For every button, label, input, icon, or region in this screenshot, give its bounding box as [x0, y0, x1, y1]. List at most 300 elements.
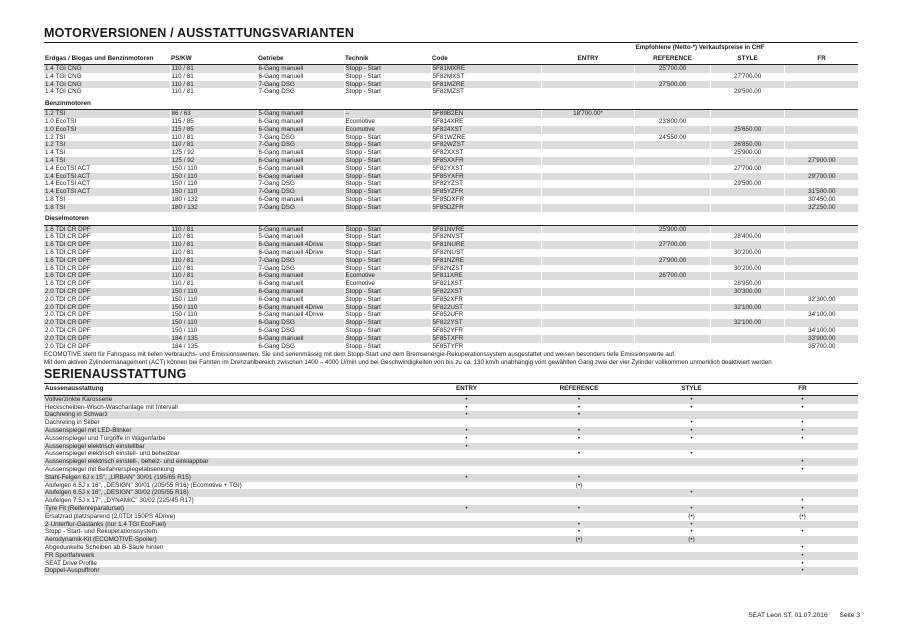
cell-tech: Stopp - Start [344, 241, 431, 249]
feature-mark-reference [521, 497, 636, 505]
cell-code: 5F811XRE [431, 272, 541, 280]
col-serie-style: STYLE [636, 384, 746, 396]
feature-mark-entry [411, 567, 521, 575]
feature-mark-reference: • [577, 403, 581, 411]
cell-tech: Ecomotive [344, 272, 431, 280]
feature-mark-reference: • [577, 450, 581, 458]
feature-mark-fr [746, 450, 858, 458]
col-item: Aussenausstattung [44, 384, 411, 396]
cell-code: 5F82NVST [431, 233, 541, 241]
cell-reference [634, 88, 710, 96]
cell-entry [541, 241, 634, 249]
cell-engine: 2.0 TDI CR DPF [45, 311, 91, 319]
cell-tech: Stopp - Start [344, 157, 431, 165]
cell-reference [634, 126, 710, 134]
cell-style [710, 204, 784, 212]
cell-reference [634, 141, 710, 149]
feature-label: FR Sportfahrwerk [44, 552, 411, 560]
cell-pskw: 110 / 81 [170, 73, 257, 81]
cell-tech: Stopp - Start [344, 304, 431, 312]
cell-engine: 1.2 TSI [44, 141, 170, 149]
table-row [44, 257, 858, 265]
cell-tech: Stopp - Start [344, 343, 431, 351]
feature-label: Aussenspiegel mit Beifahrerspiegelabsenkung [45, 466, 175, 474]
cell-gear: 6-Gang DSG [257, 319, 344, 327]
list-item [44, 536, 858, 544]
feature-mark-reference [521, 513, 636, 521]
feature-label: Aussenspiegel elektrisch einstellbar [44, 443, 411, 451]
cell-tech: Stopp - Start [344, 249, 431, 257]
cell-fr [784, 180, 858, 188]
table-row [44, 165, 858, 173]
feature-mark-reference: (•) [575, 481, 583, 489]
cell-tech: Stopp - Start [344, 296, 431, 304]
cell-reference: 24'550.00 [634, 134, 710, 142]
cell-fr [784, 110, 858, 118]
cell-fr [784, 272, 858, 280]
cell-fr [784, 288, 858, 296]
cell-code: 5F85DXFR [431, 196, 541, 204]
feature-mark-style [636, 466, 746, 474]
feature-label: Abgedunkelte Scheiben ab B-Säule hinten [45, 544, 164, 552]
feature-mark-style: • [636, 489, 746, 497]
table-row [44, 241, 858, 249]
feature-label: Ersatzrad platzsparend (2.0TDI 150PS 4Drive) [45, 512, 176, 520]
feature-mark-fr: • [801, 528, 804, 536]
motor-table [44, 43, 858, 350]
cell-pskw: 150 / 110 [170, 311, 257, 319]
cell-fr [784, 73, 858, 81]
cell-tech: Stopp - Start [344, 180, 431, 188]
table-row [44, 81, 858, 89]
cell-pskw: 150 / 110 [170, 180, 257, 188]
cell-style [710, 173, 784, 181]
cell-gear: 7-Gang DSG [257, 134, 344, 142]
cell-entry [541, 233, 634, 241]
cell-entry [541, 225, 634, 233]
feature-mark-reference: • [521, 427, 636, 435]
cell-entry [541, 319, 634, 327]
cell-entry [541, 265, 634, 273]
list-item [44, 474, 858, 482]
cell-tech: Ecomotive [344, 126, 431, 134]
cell-entry [541, 134, 634, 142]
cell-entry [541, 188, 634, 196]
feature-mark-style [636, 497, 746, 505]
cell-gear: 6-Gang manuell [257, 272, 344, 280]
cell-code: 5F85YZFR [431, 188, 541, 196]
feature-label: Aussenspiegel elektrisch einstell- und beheizbar [45, 450, 180, 458]
cell-engine: 1.6 TDI CR DPF [44, 241, 170, 249]
cell-gear: 6-Gang manuell 4Drive [257, 311, 344, 319]
cell-gear: 6-Gang DSG [257, 327, 344, 335]
table-row [44, 134, 858, 142]
feature-mark-style [636, 567, 746, 575]
cell-engine: 1.2 TSI [44, 110, 170, 118]
motor-column-headers [44, 53, 858, 65]
cell-gear: 7-Gang DSG [257, 188, 344, 196]
feature-label: 2-Unterflur-Gastanks (nur 1.4 TGI EcoFuel) [44, 521, 411, 529]
cell-tech: Stopp - Start [344, 233, 431, 241]
cell-tech: Stopp - Start [344, 81, 431, 89]
cell-fr: 27'900.00 [784, 157, 858, 165]
feature-mark-entry: • [411, 427, 521, 435]
cell-code: 5F82YXST [431, 165, 541, 173]
cell-gear: 5-Gang manuell [257, 233, 344, 241]
table-row [44, 311, 858, 319]
cell-fr: 34'100.00 [784, 327, 858, 335]
feature-mark-reference: • [521, 521, 636, 529]
cell-reference [634, 327, 710, 335]
feature-mark-fr [746, 489, 858, 497]
cell-reference [634, 288, 710, 296]
cell-engine: 1.4 EcoTSI ACT [44, 188, 170, 196]
cell-entry [541, 204, 634, 212]
cell-fr: 34'100.00 [784, 311, 858, 319]
cell-engine: 1.6 TDI CR DPF [45, 233, 91, 241]
table-row [44, 126, 858, 134]
feature-mark-entry [411, 466, 521, 474]
cell-gear: 6-Gang manuell [257, 196, 344, 204]
feature-mark-fr: • [746, 427, 858, 435]
cell-code: 5F822YST [431, 319, 541, 327]
feature-mark-style: • [690, 403, 693, 411]
cell-gear: 5-Gang manuell [257, 225, 344, 233]
cell-tech: Stopp - Start [344, 88, 431, 96]
cell-pskw: 110 / 81 [170, 249, 257, 257]
cell-reference [634, 188, 710, 196]
cell-style [710, 225, 784, 233]
cell-entry [541, 118, 634, 126]
serie-table [44, 384, 858, 575]
cell-reference [634, 73, 710, 81]
feature-mark-style [636, 482, 746, 490]
list-item [44, 419, 858, 427]
feature-mark-style [636, 560, 746, 568]
table-row [44, 73, 858, 81]
cell-gear: 5-Gang manuell [257, 110, 344, 118]
cell-gear: 6-Gang manuell [257, 296, 344, 304]
cell-fr: 30'450.00 [784, 196, 858, 204]
cell-reference [634, 110, 710, 118]
table-row [44, 180, 858, 188]
list-item [44, 521, 858, 529]
cell-pskw: 115 / 85 [170, 118, 257, 126]
cell-style: 28'950.00 [710, 280, 784, 288]
cell-engine: 1.2 TSI [45, 133, 66, 141]
cell-engine: 1.6 TDI CR DPF [44, 257, 170, 265]
cell-entry [541, 311, 634, 319]
group-header [44, 212, 858, 226]
cell-pskw: 150 / 110 [170, 296, 257, 304]
cell-fr: 33'900.00 [784, 335, 858, 343]
cell-fr [784, 257, 858, 265]
table-row [44, 196, 858, 204]
list-item [44, 395, 858, 403]
cell-reference [634, 149, 710, 157]
cell-gear: 7-Gang DSG [257, 180, 344, 188]
cell-fr [784, 280, 858, 288]
feature-mark-entry: • [411, 474, 521, 482]
feature-mark-entry [411, 450, 521, 458]
feature-mark-style [636, 552, 746, 560]
feature-mark-fr [746, 474, 858, 482]
cell-pskw: 110 / 81 [170, 134, 257, 142]
cell-entry [541, 165, 634, 173]
cell-style: 29'500.00 [710, 180, 784, 188]
feature-mark-reference [521, 466, 636, 474]
cell-style [710, 343, 784, 351]
cell-engine: 1.6 TDI CR DPF [44, 225, 170, 233]
feature-mark-entry [411, 497, 521, 505]
cell-code: 5F85TYFR [431, 343, 541, 351]
cell-gear: 6-Gang manuell [257, 173, 344, 181]
table-row [44, 335, 858, 343]
cell-tech: Stopp - Start [344, 225, 431, 233]
feature-label: SEAT Drive Profile [45, 559, 97, 567]
feature-mark-entry [411, 544, 521, 552]
feature-mark-style [636, 474, 746, 482]
list-item [44, 458, 858, 466]
cell-entry [541, 81, 634, 89]
motor-section-title: MOTORVERSIONEN / AUSSTATTUNGSVARIANTEN [44, 26, 858, 43]
cell-reference [634, 304, 710, 312]
cell-gear: 6-Gang manuell [257, 73, 344, 81]
cell-entry [541, 149, 634, 157]
cell-fr [784, 165, 858, 173]
feature-label: Dachreling in Silber [45, 419, 100, 427]
feature-mark-fr: • [801, 434, 804, 442]
cell-fr [784, 304, 858, 312]
cell-reference [634, 233, 710, 241]
cell-pskw: 125 / 92 [170, 149, 257, 157]
feature-mark-style: • [690, 419, 693, 427]
cell-code: 5F82XXST [431, 149, 541, 157]
cell-fr [784, 141, 858, 149]
cell-reference [634, 165, 710, 173]
feature-mark-fr: • [746, 505, 858, 513]
cell-code: 5F814XRE [431, 118, 541, 126]
cell-fr [784, 241, 858, 249]
cell-entry: 18'700.00* [541, 110, 634, 118]
cell-code: 5F82NZST [431, 265, 541, 273]
feature-label: Alufelgen 7.5J x 17", „DYNAMIC" 30/02 (225/45 R17) [45, 497, 194, 505]
list-item [44, 404, 858, 412]
cell-reference: 25'900.00 [634, 225, 710, 233]
feature-mark-reference: • [521, 395, 636, 403]
cell-style: 28'400.00 [710, 233, 784, 241]
price-header-row [44, 43, 858, 53]
feature-mark-fr: • [801, 466, 804, 474]
cell-entry [541, 343, 634, 351]
page-footer [748, 612, 860, 619]
cell-tech: Stopp - Start [344, 327, 431, 335]
cell-style: 29'500.00 [710, 88, 784, 96]
table-row [44, 173, 858, 181]
feature-mark-entry [411, 552, 521, 560]
feature-mark-fr [746, 411, 858, 419]
cell-pskw: 110 / 81 [170, 233, 257, 241]
cell-style: 30'200.00 [710, 249, 784, 257]
group-label: Benzinmotoren [44, 96, 858, 110]
cell-pskw: 180 / 132 [170, 196, 257, 204]
feature-mark-style: • [636, 427, 746, 435]
cell-fr: 29'700.00 [784, 173, 858, 181]
feature-mark-fr [746, 482, 858, 490]
list-item [44, 489, 858, 497]
cell-fr: 31'500.00 [784, 188, 858, 196]
feature-mark-entry [411, 489, 521, 497]
cell-code: 5F89B2EN [431, 110, 541, 118]
feature-mark-entry: • [411, 505, 521, 513]
cell-fr [784, 233, 858, 241]
cell-code: 5F85DZFR [431, 204, 541, 212]
cell-pskw: 150 / 110 [170, 304, 257, 312]
list-item [44, 513, 858, 521]
cell-reference [634, 280, 710, 288]
cell-engine: 2.0 TDI CR DPF [44, 288, 170, 296]
feature-label: Aussenspiegel elektrisch einstell-, beheiz- und einklappbar [44, 458, 411, 466]
list-item [44, 560, 858, 568]
cell-pskw: 110 / 81 [170, 81, 257, 89]
feature-mark-entry [411, 419, 521, 427]
cell-pskw: 150 / 110 [170, 288, 257, 296]
cell-fr [784, 88, 858, 96]
cell-entry [541, 65, 634, 73]
cell-reference: 25'700.00 [634, 65, 710, 73]
cell-gear: 6-Gang manuell [257, 288, 344, 296]
cell-gear: 7-Gang DSG [257, 204, 344, 212]
feature-mark-entry [411, 513, 521, 521]
cell-style [710, 196, 784, 204]
cell-gear: 6-Gang manuell [257, 157, 344, 165]
serie-section-title: SERIENAUSSTATTUNG [44, 367, 858, 384]
feature-mark-style: • [636, 521, 746, 529]
cell-entry [541, 327, 634, 335]
table-row [44, 272, 858, 280]
col-code: Code [431, 53, 541, 65]
cell-code: 5F85TXFR [431, 335, 541, 343]
feature-mark-fr: • [801, 419, 804, 427]
feature-mark-style: (•) [636, 536, 746, 544]
col-reference: REFERENCE [634, 53, 710, 65]
col-entry: ENTRY [541, 53, 634, 65]
feature-mark-reference [521, 560, 636, 568]
cell-gear: 6-Gang manuell [257, 165, 344, 173]
cell-code: 5F852YFR [431, 327, 541, 335]
feature-label: Alufelgen 6.5J x 16", „DESIGN" 30/02 (205/55 R16) [44, 489, 411, 497]
feature-mark-fr: • [746, 567, 858, 575]
cell-engine: 1.8 TSI [44, 204, 170, 212]
cell-entry [541, 335, 634, 343]
cell-reference [634, 173, 710, 181]
list-item [44, 427, 858, 435]
cell-fr [784, 225, 858, 233]
cell-code: 5F81WZRE [431, 134, 541, 142]
list-item [44, 450, 858, 458]
feature-mark-fr: • [801, 403, 804, 411]
cell-fr [784, 65, 858, 73]
cell-pskw: 115 / 85 [170, 126, 257, 134]
motor-notes [44, 351, 858, 367]
feature-mark-fr: • [801, 544, 804, 552]
cell-engine: 1.0 EcoTSI [44, 126, 170, 134]
cell-engine: 1.4 TGI CNG [45, 72, 82, 80]
table-row [44, 188, 858, 196]
cell-pskw: 125 / 92 [170, 157, 257, 165]
cell-entry [541, 73, 634, 81]
cell-tech: – [344, 110, 431, 118]
feature-mark-reference: • [577, 434, 581, 442]
cell-code: 5F824XST [431, 126, 541, 134]
cell-entry [541, 249, 634, 257]
cell-style: 30'300.00 [710, 288, 784, 296]
feature-mark-reference [521, 489, 636, 497]
feature-mark-reference [521, 567, 636, 575]
cell-tech: Stopp - Start [344, 196, 431, 204]
feature-mark-entry [411, 458, 521, 466]
cell-tech: Stopp - Start [344, 204, 431, 212]
cell-reference [634, 343, 710, 351]
col-tech: Technik [344, 53, 431, 65]
cell-fr: 35'700.00 [784, 343, 858, 351]
cell-pskw: 110 / 81 [170, 280, 257, 288]
feature-mark-entry: • [465, 403, 468, 411]
cell-pskw: 110 / 81 [170, 65, 257, 73]
col-pskw: PS/KW [170, 53, 257, 65]
cell-style [710, 327, 784, 335]
cell-style: 32'100.00 [710, 304, 784, 312]
cell-reference [634, 319, 710, 327]
feature-mark-style [636, 443, 746, 451]
feature-mark-fr: • [746, 552, 858, 560]
list-item [44, 411, 858, 419]
feature-mark-reference: • [577, 528, 581, 536]
cell-pskw: 110 / 81 [170, 141, 257, 149]
feature-label: Tyre Fit (Reifenreparaturset) [44, 505, 411, 513]
cell-style: 25'650.00 [710, 126, 784, 134]
cell-reference: 27'500.00 [634, 81, 710, 89]
feature-mark-entry [411, 528, 521, 536]
table-row [44, 225, 858, 233]
cell-fr [784, 149, 858, 157]
col-gearbox: Getriebe [257, 53, 344, 65]
cell-style [710, 311, 784, 319]
cell-pskw: 110 / 81 [170, 265, 257, 273]
cell-code: 5F81NVRE [431, 225, 541, 233]
table-row [44, 149, 858, 157]
table-row [44, 296, 858, 304]
feature-mark-fr: • [801, 497, 804, 505]
cell-engine: 1.8 TSI [45, 195, 66, 203]
feature-mark-style: (•) [688, 512, 695, 520]
page-content [44, 26, 858, 575]
serie-column-headers [44, 384, 858, 396]
cell-pskw: 110 / 81 [170, 88, 257, 96]
col-style: STYLE [710, 53, 784, 65]
feature-mark-reference: • [521, 474, 636, 482]
cell-reference [634, 311, 710, 319]
feature-mark-style [636, 458, 746, 466]
feature-mark-fr: • [746, 395, 858, 403]
cell-pskw: 110 / 81 [170, 225, 257, 233]
cell-code: 5F852UFR [431, 311, 541, 319]
footer-doc: SEAT Leon ST, 01.07.2016 [748, 612, 828, 619]
cell-tech: Stopp - Start [344, 188, 431, 196]
list-item [44, 466, 858, 474]
cell-engine: 1.4 TGI CNG [44, 81, 170, 89]
cell-code: 5F85XXFR [431, 157, 541, 165]
